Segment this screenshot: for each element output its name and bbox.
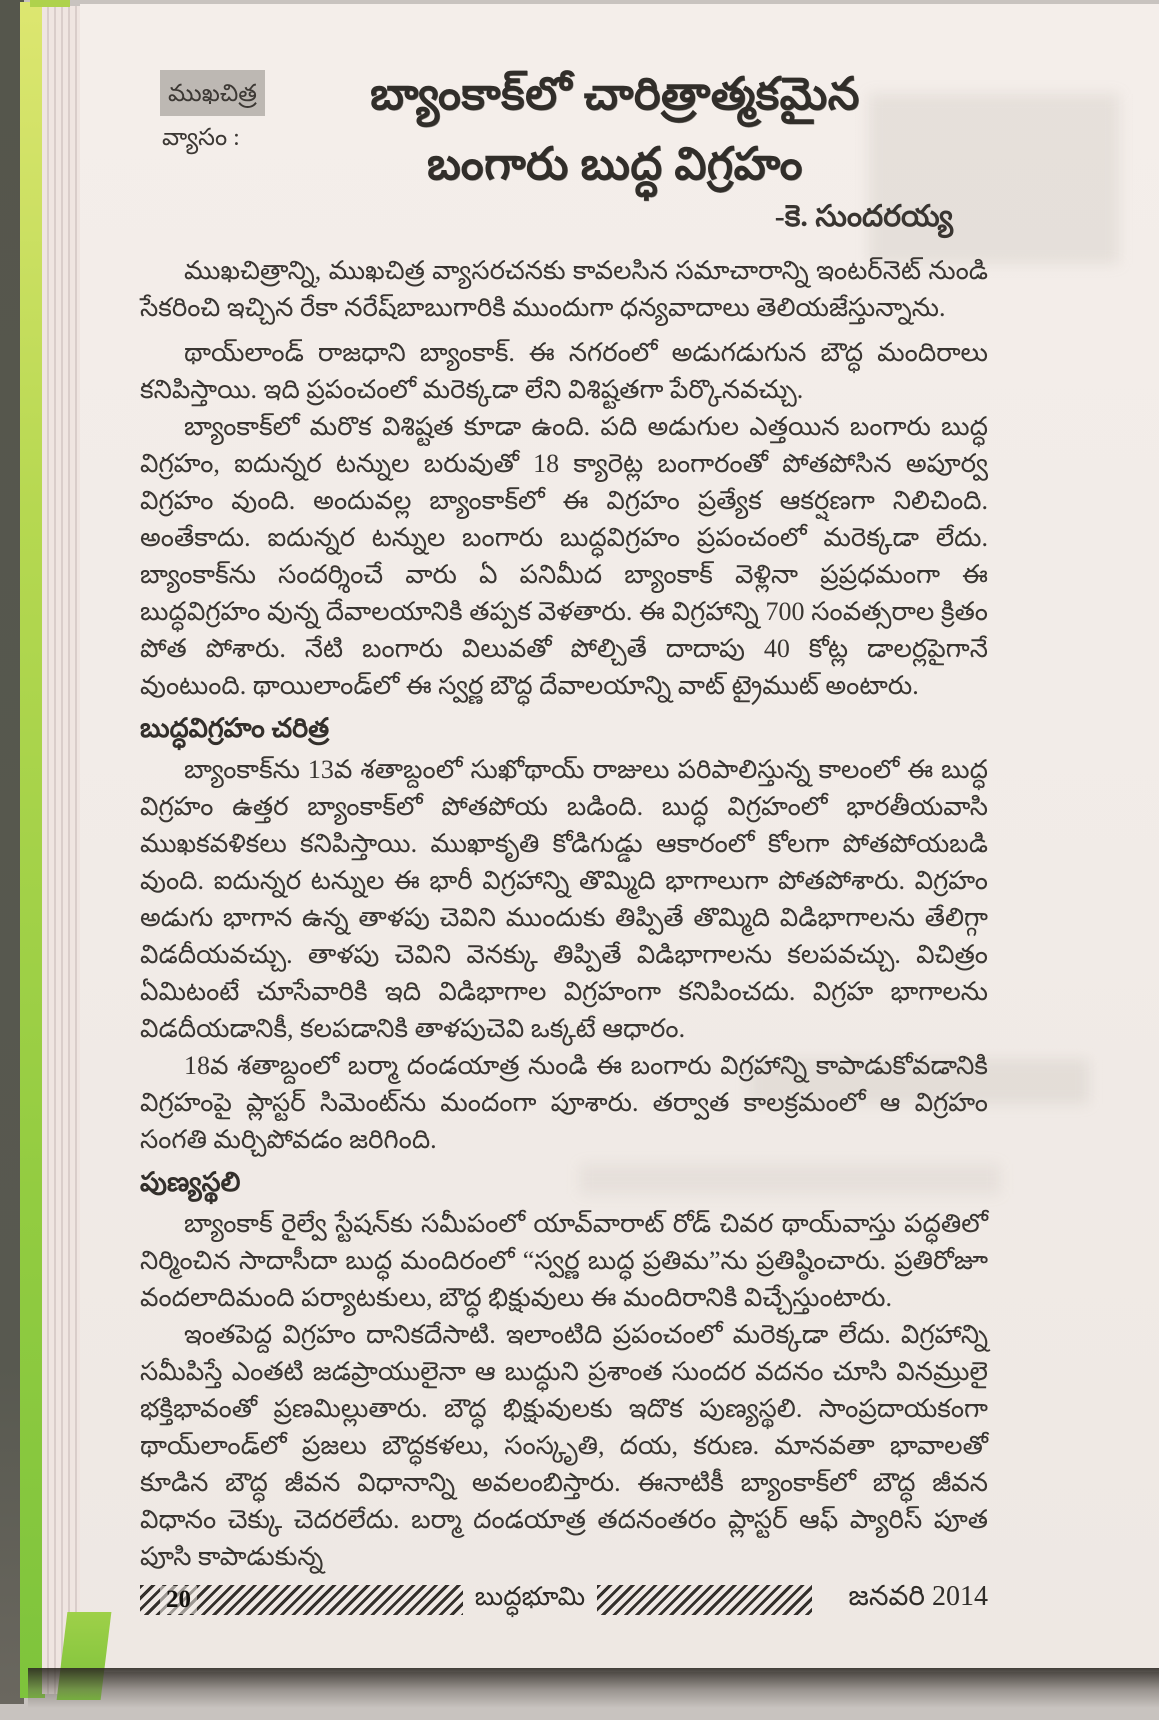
footer-hatch-bar-left xyxy=(140,1585,463,1615)
lead-paragraph: బ్యాంకాక్‌లో మరొక విశిష్టత కూడా ఉంది. పది అడుగుల ఎత్తయిన బంగారు బుద్ధ విగ్రహం, ఐదున్నర టన్నుల బరువుతో 18 క్యారెట్ల బంగారంతో పోతపోసిన అపూర్వ విగ్రహం వుంది. అందువల్ల బ్యాంకాక్‌లో ఈ విగ్రహం ప్రత్యేక ఆకర్షణగా నిలిచింది. అంతేకాదు. ఐదున్నర టన్నుల బంగారు బుద్ధవిగ్రహం ప్రపంచంలో మరెక్కడా లేదు. బ్యాంకాక్‌ను సందర్శించే వారు ఏ పనిమీద బ్యాంకాక్ వెళ్లినా ప్రప్రధమంగా ఈ బుద్ధవిగ్రహం వున్న దేవాలయానికి తప్పక వెళతారు. ఈ విగ్రహాన్ని 700 సంవత్సరాల క్రితం పోత పోశారు. నేటి బంగారు విలువతో పోల్చితే దాదాపు 40 కోట్ల డాలర్లపైగానే వుంటుంది. థాయిలాండ్‌లో ఈ స్వర్ణ బౌద్ధ దేవాలయాన్ని వాట్ ట్రైముట్ అంటారు. xyxy=(140,412,988,700)
section-heading-history: బుద్ధవిగ్రహం చరిత్ర xyxy=(140,713,330,743)
section-paragraph: బ్యాంకాక్‌ను 13వ శతాబ్దంలో సుఖోథాయ్ రాజులు పరిపాలిస్తున్న కాలంలో ఈ బుద్ధ విగ్రహం ఉత్తర బ్యాంకాక్‌లో పోతపోయ బడింది. బుద్ధ విగ్రహంలో భారతీయవాసి ముఖకవళికలు కనిపిస్తాయి. ముఖాకృతి కోడిగుడ్డు ఆకారంలో కోలగా పోతపోయబడి వుంది. ఐదున్నర టన్నుల ఈ భారీ విగ్రహాన్ని తొమ్మిది భాగాలుగా పోతపోశారు. విగ్రహం అడుగు భాగాన ఉన్న తాళపు చెవిని ముందుకు తిప్పితే తొమ్మిది విడిభాగాలను తేలిగ్గా విడదీయవచ్చు. తాళపు చెవిని వెనక్కు తిప్పితే విడిభాగాలను కలపవచ్చు. విచిత్రం ఏమిటంటే చూసేవారికి ఇది విడిభాగాల విగ్రహంగా కనిపించదు. విగ్రహ భాగాలను విడదీయడానికీ, కలపడానికి తాళపుచెవి ఒక్కటే ఆధారం. xyxy=(140,755,988,1043)
stacked-page-edges xyxy=(42,6,84,1694)
kicker-line1: ముఖచిత్ర xyxy=(160,70,265,116)
article-title-line2: బంగారు బుద్ధ విగ్రహం xyxy=(427,138,803,189)
article-body xyxy=(140,252,988,1575)
lead-paragraph: థాయ్‌లాండ్ రాజధాని బ్యాంకాక్. ఈ నగరంలో అడుగడుగున బౌద్ధ మందిరాలు కనిపిస్తాయి. ఇది ప్రపంచంలో మరెక్కడా లేని విశిష్టతగా పేర్కొనవచ్చు. xyxy=(140,338,988,404)
page-bottom-shadow xyxy=(28,1668,1159,1708)
author-byline: -కె. సుందరయ్య xyxy=(774,200,953,233)
page-footer xyxy=(140,1582,988,1618)
page-number: 20 xyxy=(160,1586,197,1614)
magazine-page xyxy=(80,4,1159,1672)
acknowledgement-paragraph: ముఖచిత్రాన్ని, ముఖచిత్ర వ్యాసరచనకు కావలసిన సమాచారాన్ని ఇంటర్‌నెట్ నుండి సేకరించి ఇచ్చిన రేకా నరేష్‌బాబుగారికి ముందుగా ధన్యవాదాలు తెలియజేస్తున్నాను. xyxy=(140,256,988,322)
book-green-edge-top xyxy=(30,0,70,7)
kicker-line2: వ్యాసం : xyxy=(162,125,240,152)
issue-date: జనవరి 2014 xyxy=(848,1581,988,1612)
magazine-name: బుద్ధభూమి xyxy=(474,1582,586,1611)
footer-hatch-bar-right xyxy=(597,1585,812,1615)
section-paragraph: 18వ శతాబ్దంలో బర్మా దండయాత్ర నుండి ఈ బంగారు విగ్రహాన్ని కాపాడుకోవడానికి విగ్రహంపై ప్లాస్టర్ సిమెంట్‌ను మందంగా పూశారు. తర్వాత కాలక్రమంలో ఆ విగ్రహం సంగతి మర్చిపోవడం జరిగింది. xyxy=(140,1051,988,1154)
section-paragraph: ఇంతపెద్ద విగ్రహం దానికదేసాటి. ఇలాంటిది ప్రపంచంలో మరెక్కడా లేదు. విగ్రహాన్ని సమీపిస్తే ఎంతటి జడప్రాయులైనా ఆ బుద్ధుని ప్రశాంత సుందర వదనం చూసి వినమ్రులై భక్తిభావంతో ప్రణమిల్లుతారు. బౌద్ధ భిక్షువులకు ఇదొక పుణ్యస్థలి. సాంప్రదాయకంగా థాయ్‌లాండ్‌లో ప్రజలు బౌద్ధకళలు, సంస్కృతి, దయ, కరుణ. మానవతా భావాలతో కూడిన బౌద్ధ జీవన విధానాన్ని అవలంబిస్తారు. ఈనాటికీ బ్యాంకాక్‌లో బౌద్ధ జీవన విధానం చెక్కు చెదరలేదు. బర్మా దండయాత్ర తదనంతరం ప్లాస్టర్ ఆఫ్ ప్యారిస్ పూత పూసి కాపాడుకున్న xyxy=(140,1320,988,1571)
section-paragraph: బ్యాంకాక్ రైల్వే స్టేషన్‌కు సమీపంలో యావ్‌వారాట్ రోడ్ చివర థాయ్‌వాస్తు పద్ధతిలో నిర్మించిన సాదాసీదా బుద్ధ మందిరంలో “స్వర్ణ బుద్ధ ప్రతిమ”ను ప్రతిష్ఠించారు. ప్రతిరోజూ వందలాదిమంది పర్యాటకులు, బౌద్ధ భిక్షువులు ఈ మందిరానికి విచ్చేస్తుంటారు. xyxy=(140,1209,988,1312)
article-title-line1: బ్యాంకాక్‌లో చారిత్రాత్మకమైన xyxy=(370,69,860,119)
section-heading-holy-place: పుణ్యస్థలి xyxy=(140,1167,241,1197)
article-title xyxy=(230,60,1000,200)
